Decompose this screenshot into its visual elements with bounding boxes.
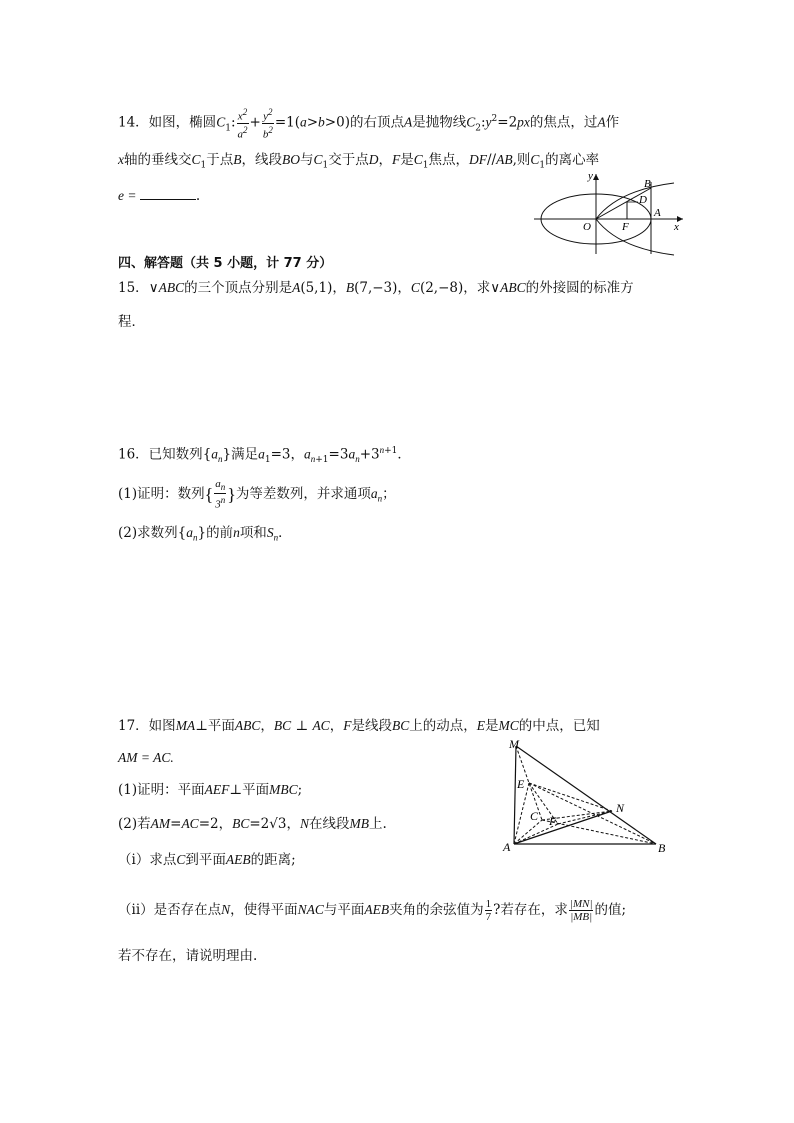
answer-blank bbox=[140, 187, 196, 200]
q16-line1: 16．已知数列$\{a_n\}$满足$a_1=3$，$a_{n+1}=3a_n+3^{n+1}$． bbox=[118, 445, 411, 466]
q15-line1: 15．∨ABC的三个顶点分别是A(5,1)，B(7,−3)，C(2,−8)，求∨ABC的外接圆的标准方 bbox=[118, 280, 634, 296]
edge-MA bbox=[514, 746, 516, 844]
label-A: A bbox=[654, 207, 661, 219]
q14-line2: x轴的垂线交$C_1$于点B，线段BO与$C_1$交于点D，F是$C_1$焦点，DF//AB,则$C_1$的离心率 bbox=[118, 152, 600, 171]
label-y: y bbox=[588, 170, 593, 182]
label-E: E bbox=[517, 777, 525, 791]
label-B: B bbox=[658, 841, 666, 855]
edge-AE bbox=[514, 783, 529, 844]
label-F: F bbox=[622, 221, 629, 233]
label-A: A bbox=[503, 840, 511, 854]
q17-line5: （i）求点C到平面AEB的距离; bbox=[118, 852, 296, 868]
q17-line4: (2)若AM=AC=2，BC=2√3，N在线段MB上. bbox=[118, 816, 387, 832]
q17-line6: （ii）是否存在点N，使得平面NAC与平面AEB夹角的余弦值为 $\frac{1}{7}$ ?若存在，求 $\frac{|MN|}{|MB|}$ 的值; bbox=[118, 898, 627, 923]
q16-line2: (1)证明：数列{ $\frac{a_n}{3^n}$ }为等差数列，并求通项$a_n$； bbox=[118, 478, 396, 511]
edge-EN bbox=[529, 783, 612, 811]
q14-line3: e = . bbox=[118, 188, 201, 204]
ellipse-parabola-figure bbox=[528, 168, 688, 256]
q17-line2: AM = AC. bbox=[118, 750, 174, 765]
edge-AC bbox=[514, 820, 542, 844]
label-N: N bbox=[616, 801, 625, 815]
label-D: D bbox=[639, 194, 647, 206]
edge-MB bbox=[516, 746, 656, 844]
q16-line3: (2)求数列$\{a_n\}$的前n项和$S_n$． bbox=[118, 525, 292, 543]
label-O: O bbox=[583, 221, 591, 233]
label-C: C bbox=[530, 809, 539, 823]
q14-line1: 14．如图，椭圆$C_1$: $\frac{x^2}{a^2}$ + $\frac{y^2}{b^2}$ =1(a>b>0)的右顶点A是抛物线$C_2:y^2=2px$的焦点，过A作 bbox=[118, 107, 620, 141]
tetrahedron-figure bbox=[500, 736, 680, 858]
q15-line2: 程． bbox=[118, 314, 145, 330]
q17-line3: (1)证明：平面AEF⊥平面MBC; bbox=[118, 782, 303, 798]
label-x: x bbox=[674, 221, 679, 233]
q17-line7: 若不存在，请说明理由. bbox=[118, 948, 258, 964]
label-F: F bbox=[549, 814, 557, 828]
section-heading: 四、解答题（共 5 小题，计 77 分） bbox=[118, 256, 333, 271]
edge-FN bbox=[558, 811, 612, 824]
label-B: B bbox=[644, 178, 651, 190]
q17-line1: 17．如图MA⊥平面ABC，BC ⊥ AC，F是线段BC上的动点，E是MC的中点，已知 bbox=[118, 718, 600, 734]
label-M: M bbox=[509, 737, 519, 751]
